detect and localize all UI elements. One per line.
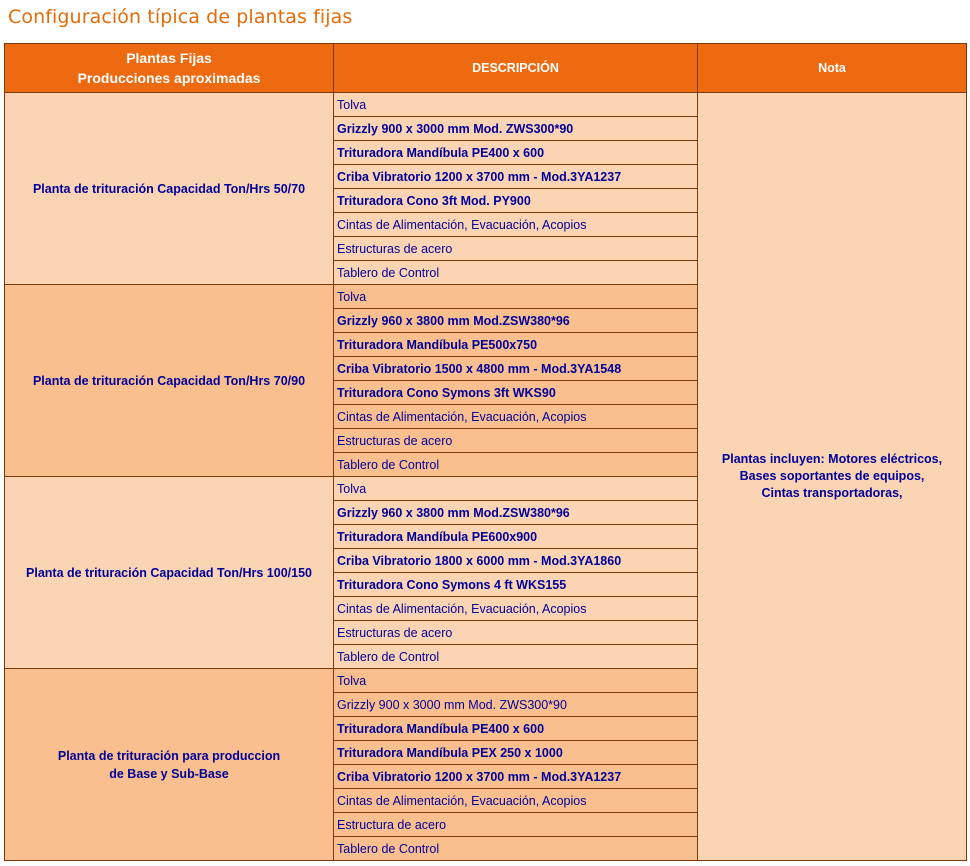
description-item: Tolva	[334, 477, 698, 501]
description-item: Grizzly 900 x 3000 mm Mod. ZWS300*90	[334, 117, 698, 141]
description-item: Cintas de Alimentación, Evacuación, Acopios	[334, 597, 698, 621]
description-item: Trituradora Cono 3ft Mod. PY900	[334, 189, 698, 213]
plant-name: Planta de trituración Capacidad Ton/Hrs 100/150	[5, 477, 334, 669]
plant-name: Planta de trituración Capacidad Ton/Hrs 70/90	[5, 285, 334, 477]
description-item: Grizzly 960 x 3800 mm Mod.ZSW380*96	[334, 309, 698, 333]
header-plants-line1: Plantas Fijas	[126, 50, 212, 66]
table-header-row	[5, 44, 967, 93]
description-item: Trituradora Mandíbula PE400 x 600	[334, 717, 698, 741]
description-item: Trituradora Cono Symons 4 ft WKS155	[334, 573, 698, 597]
table-row	[5, 93, 967, 117]
description-item: Tablero de Control	[334, 261, 698, 285]
description-item: Criba Vibratorio 1800 x 6000 mm - Mod.3YA1860	[334, 549, 698, 573]
note-line1: Plantas incluyen: Motores eléctricos,	[721, 452, 943, 466]
description-item: Cintas de Alimentación, Evacuación, Acopios	[334, 405, 698, 429]
description-item: Tablero de Control	[334, 453, 698, 477]
header-plants-line2: Producciones aproximadas	[77, 70, 261, 86]
description-item: Cintas de Alimentación, Evacuación, Acopios	[334, 213, 698, 237]
header-plants	[5, 44, 334, 93]
description-item: Criba Vibratorio 1200 x 3700 mm - Mod.3YA1237	[334, 765, 698, 789]
description-item: Trituradora Mandíbula PE400 x 600	[334, 141, 698, 165]
header-description: DESCRIPCIÓN	[334, 44, 698, 93]
description-item: Tolva	[334, 285, 698, 309]
description-item: Grizzly 960 x 3800 mm Mod.ZSW380*96	[334, 501, 698, 525]
description-item: Grizzly 900 x 3000 mm Mod. ZWS300*90	[334, 693, 698, 717]
description-item: Estructura de acero	[334, 813, 698, 837]
note-line3: Cintas transportadoras,	[761, 486, 903, 500]
header-note: Nota	[698, 44, 967, 93]
description-item: Estructuras de acero	[334, 237, 698, 261]
description-item: Trituradora Mandíbula PEX 250 x 1000	[334, 741, 698, 765]
table-body	[5, 93, 967, 861]
description-item: Criba Vibratorio 1500 x 4800 mm - Mod.3YA1548	[334, 357, 698, 381]
description-item: Tolva	[334, 93, 698, 117]
description-item: Estructuras de acero	[334, 429, 698, 453]
description-item: Trituradora Cono Symons 3ft WKS90	[334, 381, 698, 405]
description-item: Tablero de Control	[334, 645, 698, 669]
page-title: Configuración típica de plantas fijas	[8, 6, 353, 28]
note-line2: Bases soportantes de equipos,	[739, 469, 925, 483]
description-item: Estructuras de acero	[334, 621, 698, 645]
description-item: Criba Vibratorio 1200 x 3700 mm - Mod.3YA1237	[334, 165, 698, 189]
description-item: Trituradora Mandíbula PE600x900	[334, 525, 698, 549]
plant-name: Planta de trituración Capacidad Ton/Hrs 50/70	[5, 93, 334, 285]
description-item: Trituradora Mandíbula PE500x750	[334, 333, 698, 357]
plants-table	[4, 43, 967, 861]
description-item: Tablero de Control	[334, 837, 698, 861]
plant-name: Planta de trituración para produccion de Base y Sub-Base	[5, 669, 334, 861]
description-item: Tolva	[334, 669, 698, 693]
description-item: Cintas de Alimentación, Evacuación, Acopios	[334, 789, 698, 813]
note-cell	[698, 93, 967, 861]
